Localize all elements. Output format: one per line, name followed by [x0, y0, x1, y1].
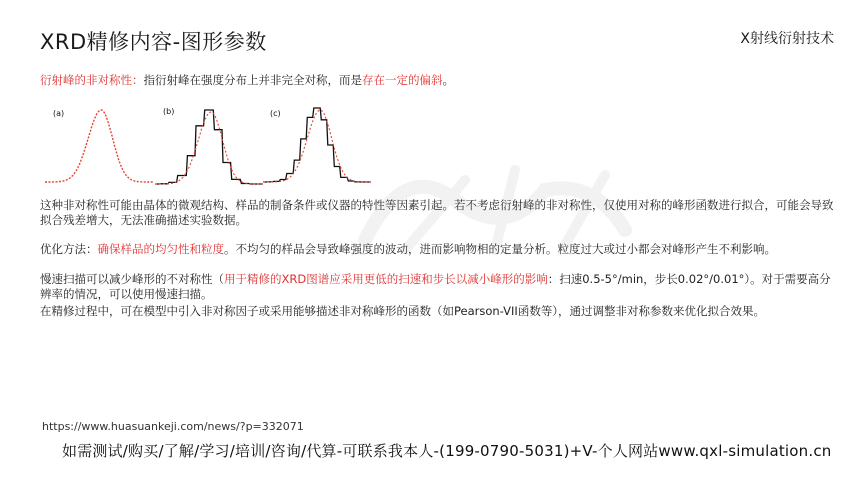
- intro-text: 指衍射峰在强度分布上并非完全对称，而是: [143, 73, 362, 87]
- peak-b-black-curve: [155, 110, 263, 184]
- slide-title: XRD精修内容-图形参数: [40, 30, 267, 54]
- intro-highlight: 存在一定的偏斜: [362, 73, 443, 87]
- peak-a-red-curve: [45, 110, 153, 182]
- intro-label: 衍射峰的非对称性：: [40, 73, 144, 87]
- scan-text-a: 慢速扫描可以减少峰形的不对称性（: [40, 272, 224, 286]
- scan-highlight: 用于精修的XRD图谱应采用更低的扫速和步长以减小峰形的影响: [224, 272, 548, 286]
- source-url[interactable]: https://www.huasuankeji.com/news/?p=332071: [42, 420, 304, 433]
- intro-end: 。: [442, 73, 454, 87]
- contact-info: 如需测试/购买/了解/学习/培训/咨询/代算-可联系我本人-(199-0790-5031)+V-个人网站www.qxl-simulation.cn: [62, 442, 832, 460]
- panel-label-a: (a): [53, 109, 65, 118]
- optimization-highlight: 确保样品的均匀性和粒度: [97, 242, 224, 256]
- peak-asymmetry-figure: [45, 102, 375, 190]
- course-title: X射线衍射技术: [740, 31, 834, 47]
- scan-text-b: ：扫速0.5-5°/min，步长0.02°/0.01°）。对于需要高分辨率的情况，可以使用慢速扫描。: [40, 272, 831, 301]
- intro-paragraph: [40, 73, 840, 88]
- peak-b-red-curve: [155, 112, 263, 184]
- cause-paragraph: 这种非对称性可能由晶体的微观结构、样品的制备条件或仪器的特性等因素引起。若不考虑衍射峰的非对称性，仅使用对称的峰形函数进行拟合，可能会导致拟合残差增大，无法准确描述实验数据。: [40, 198, 834, 227]
- panel-label-c: (c): [270, 109, 281, 118]
- refinement-paragraph: 在精修过程中，可在模型中引入非对称因子或采用能够描述非对称峰形的函数（如Pearson-VII函数等），通过调整非对称参数来优化拟合效果。: [40, 304, 766, 318]
- optimization-text: 。不均匀的样品会导致峰强度的波动，进而影响物相的定量分析。粒度过大或过小都会对峰形产生不利影响。: [224, 242, 776, 256]
- watermark-logo: [345, 150, 645, 270]
- optimization-label: 优化方法：: [40, 242, 98, 256]
- scan-paragraph: [40, 272, 840, 302]
- panel-label-b: (b): [163, 107, 175, 116]
